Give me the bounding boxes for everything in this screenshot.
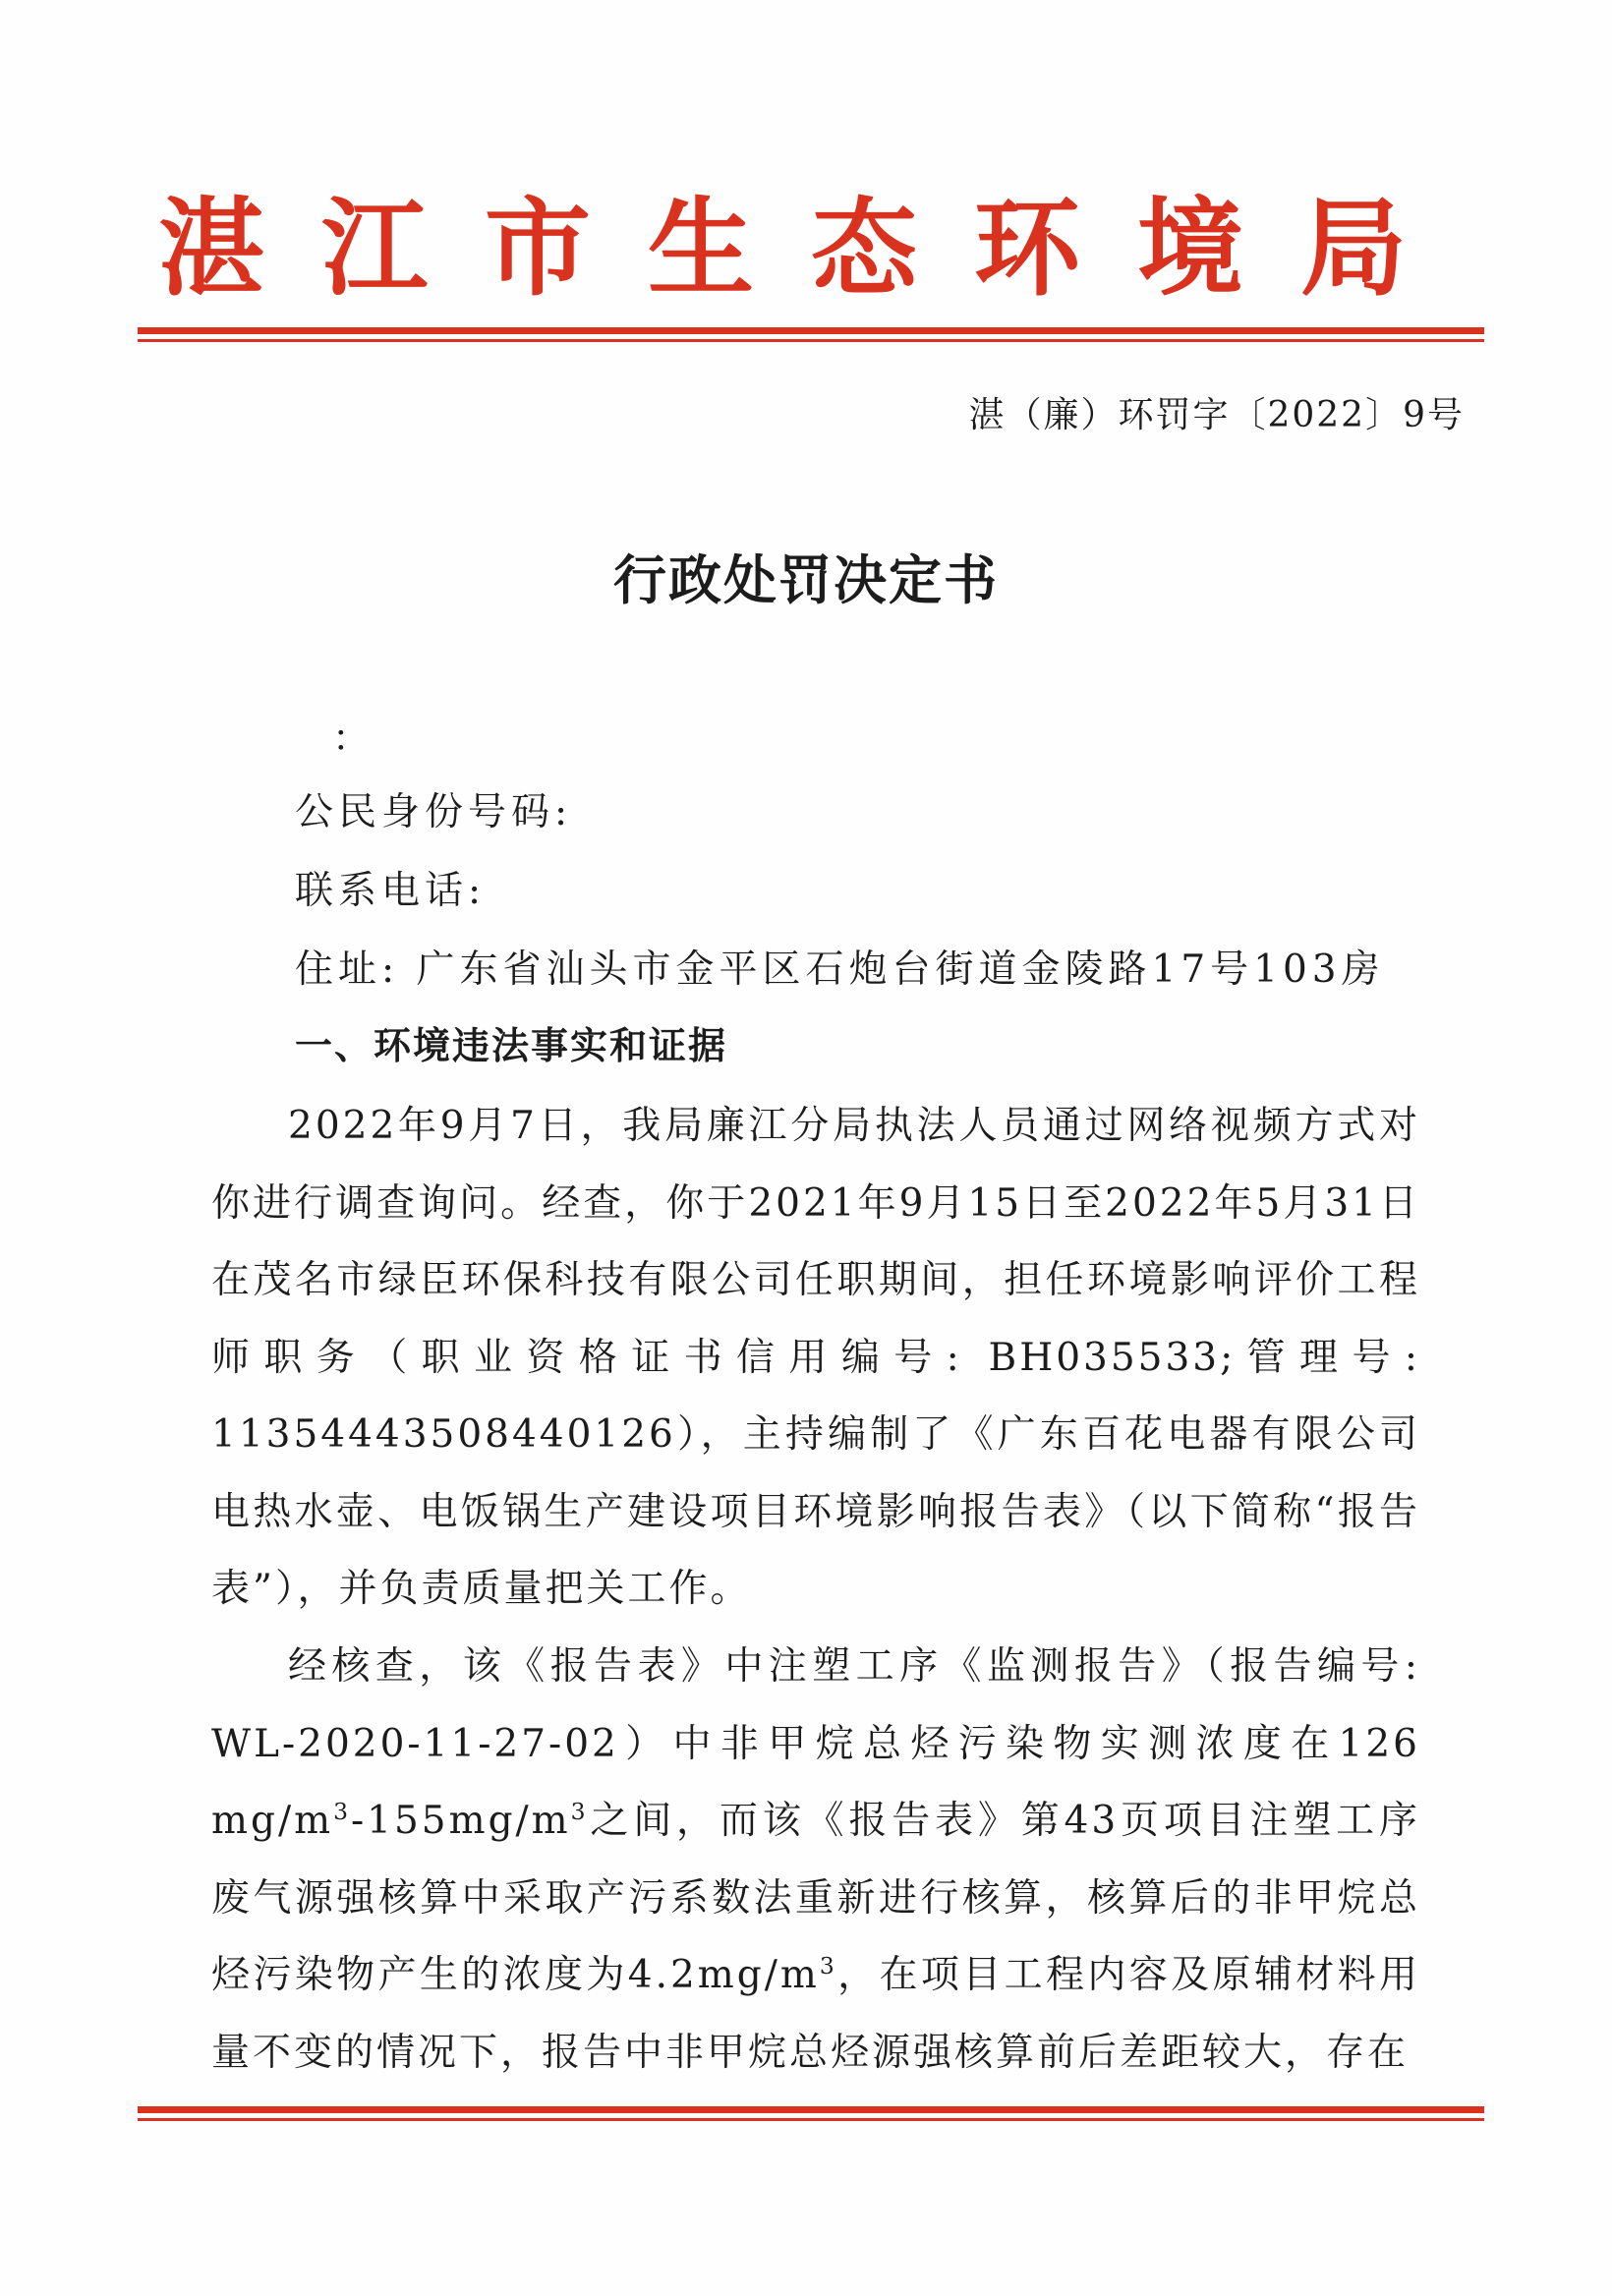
superscript: 3	[819, 1952, 837, 1980]
phone-label: 联系电话:	[295, 869, 487, 913]
footer-red-rule	[138, 2106, 1484, 2121]
rule-thin-line	[138, 2118, 1484, 2121]
rule-thick-line	[138, 2106, 1484, 2113]
paragraph-verification	[211, 1629, 1420, 2092]
paragraph-text: -155mg/m	[350, 1799, 571, 1843]
id-number-field	[295, 781, 572, 836]
paragraph-investigation: 2022年9月7日，我局廉江分局执法人员通过网络视频方式对你进行调查询问。经查，你于2021年9月15日至2022年5月31日在茂名市绿臣环保科技有限公司任职期间，担任环境影响评价工程师职务（职业资格证书信用编号: BH035533;管理号: 11354443508440126），主持编制了《广东百花电器有限公司电热水壶、电饭锅生产建设项目环境影响报告表》（以下简称“报告表”），并负责质量把关工作。	[211, 1104, 1420, 1611]
address-value: 广东省汕头市金平区石炮台街道金陵路17号103房	[416, 947, 1385, 992]
id-number-label: 公民身份号码:	[295, 790, 573, 834]
paragraph-text: 经核查，该《报告表》中注塑工序《监测报告》（报告编号: WL-2020-11-27-02）中非甲烷总烃污染物实测浓度在126 mg/m	[211, 1644, 1420, 1843]
superscript: 3	[333, 1798, 351, 1825]
paragraph-text: 之间，而该《报告表》第43页项目注塑工序废气源强核算中采取产污系数法重新进行核算，核算后的非甲烷总烃污染物产生的浓度为4.2mg/m	[211, 1799, 1420, 1997]
header-red-rule	[138, 327, 1484, 342]
document-number: 湛（廉）环罚字〔2022〕9号	[968, 395, 1465, 435]
document-title: 行政处罚决定书	[613, 548, 999, 611]
rule-thick-line	[138, 327, 1484, 334]
section-heading-violation-facts: 一、环境违法事实和证据	[295, 1024, 728, 1067]
organization-header: 湛江市生态环境局	[157, 188, 1464, 311]
address-label: 住址:	[295, 947, 400, 992]
superscript: 3	[570, 1798, 589, 1825]
recipient-name: ：	[332, 717, 371, 760]
address-field	[295, 939, 1385, 994]
rule-thin-line	[138, 339, 1484, 342]
phone-field	[295, 860, 486, 915]
paragraph-text: ，在项目工程内容及原辅材料用量不变的情况下，报告中非甲烷总烃源强核算前后差距较大，存在	[211, 1953, 1420, 2075]
